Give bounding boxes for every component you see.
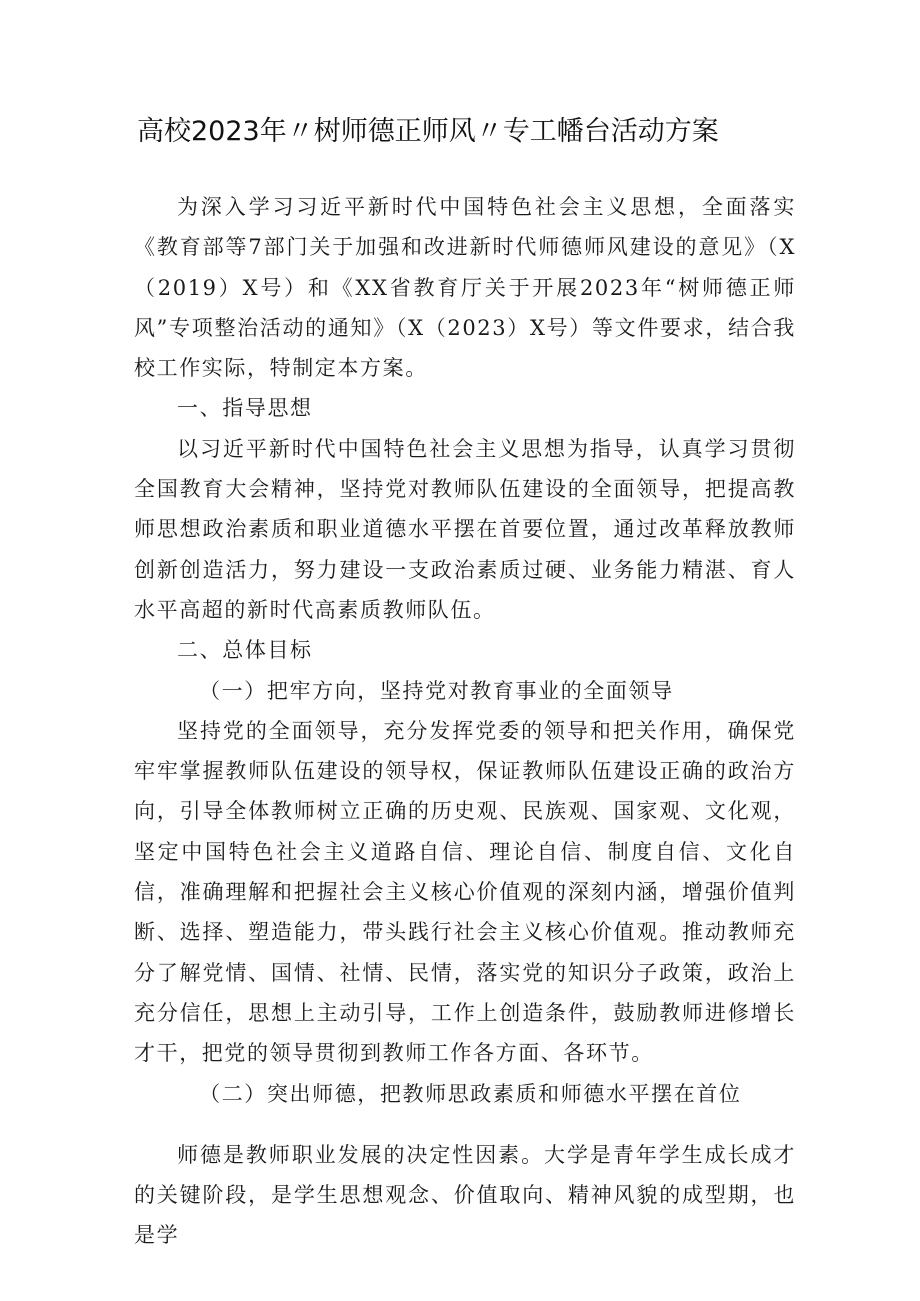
section-heading-overall-goals: 二、总体目标: [177, 638, 313, 663]
subsection-heading-direction: （一）把牢方向，坚持党对教育事业的全面领导: [199, 678, 674, 703]
direction-paragraph: 坚持党的全面领导，充分发挥党委的领导和把关作用，确保党牢牢掌握教师队伍建设的领导权，保证教师队伍建设正确的政治方向，引导全体教师树立正确的历史观、民族观、国家观、文化观，坚定中国特色社会主义道路自信、理论自信、制度自信、文化自信，准确理解和把握社会主义核心价值观的深刻内涵，增强价值判断、选择、塑造能力，带头践行社会主义核心价值观。推动教师充分了解党情、国情、社情、民情，落实党的知识分子政策，政治上充分信任，思想上主动引导，工作上创造条件，鼓励教师进修增长才干，把党的领导贯彻到教师工作各方面、各环节。: [134, 718, 796, 1066]
document-title: 高校2023年〃树师德正师风〃专工幡台活动方案: [137, 116, 719, 147]
intro-paragraph: 为深入学习习近平新时代中国特色社会主义思想，全面落实《教育部等7部门关于加强和改进新时代师德师风建设的意见》（X（2019）X号）和《XX省教育厅关于开展2023年“树师德正师风”专项整治活动的通知》（X（2023）X号）等文件要求，结合我校工作实际，特制定本方案。: [134, 195, 796, 381]
guiding-ideology-paragraph: 以习近平新时代中国特色社会主义思想为指导，认真学习贯彻全国教育大会精神，坚持党对教师队伍建设的全面领导，把提高教师思想政治素质和职业道德水平摆在首要位置，通过改革释放教师创新创造活力，努力建设一支政治素质过硬、业务能力精湛、育人水平高超的新时代高素质教师队伍。: [134, 436, 796, 622]
teacher-ethics-paragraph: 师德是教师职业发展的决定性因素。大学是青年学生成长成才的关键阶段，是学生思想观念、价值取向、精神风貌的成型期，也是学: [134, 1142, 796, 1248]
subsection-heading-teacher-ethics: （二）突出师德，把教师思政素质和师德水平摆在首位: [199, 1081, 742, 1106]
document-body: [134, 187, 796, 1256]
section-heading-guiding-ideology: 一、指导思想: [177, 396, 313, 421]
